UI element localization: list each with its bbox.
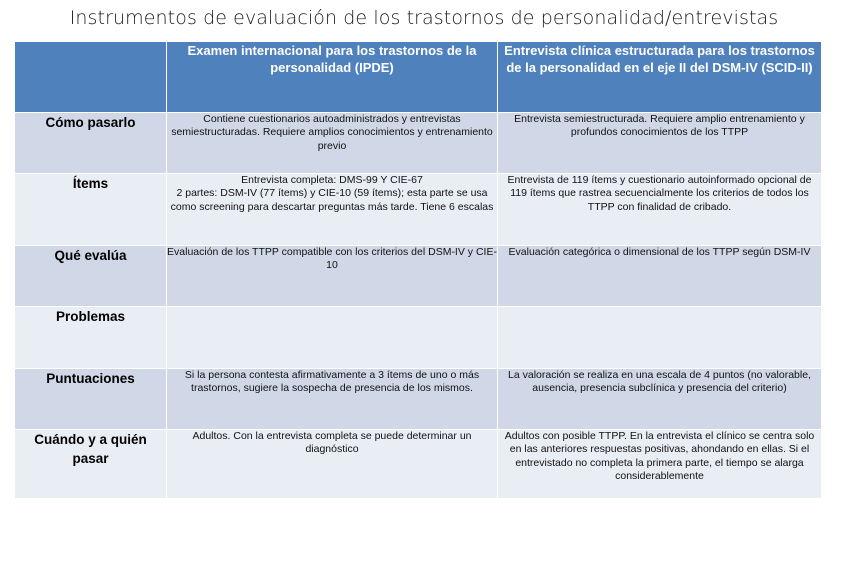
header-corner <box>15 42 167 113</box>
header-row <box>15 42 822 113</box>
ipde-cell: Si la persona contesta afirmativamente a 3 ítems de uno o más trastornos, sugiere la sospecha de presencia de los mismos. <box>167 369 498 430</box>
scid-cell: Entrevista de 119 ítems y cuestionario autoinformado opcional de 119 ítems que rastrea secuencialmente los criterios de todos los TTPP con finalidad de cribado. <box>498 174 822 246</box>
table-row <box>15 174 822 246</box>
row-label: Puntuaciones <box>15 369 167 430</box>
ipde-cell <box>167 174 498 246</box>
comparison-table <box>14 41 822 499</box>
row-label: Problemas <box>15 307 167 369</box>
ipde-cell: Evaluación de los TTPP compatible con los criterios del DSM-IV y CIE-10 <box>167 246 498 307</box>
table-row <box>15 113 822 174</box>
page-title: Instrumentos de evaluación de los trastornos de personalidad/entrevistas <box>69 7 779 29</box>
scid-cell: La valoración se realiza en una escala de 4 puntos (no valorable, ausencia, presencia subclínica y presencia del criterio) <box>498 369 822 430</box>
ipde-cell: Contiene cuestionarios autoadministrados y entrevistas semiestructuradas. Requiere amplios conocimientos y entrenamiento previo <box>167 113 498 174</box>
ipde-cell: Adultos. Con la entrevista completa se puede determinar un diagnóstico <box>167 430 498 499</box>
table-row <box>15 369 822 430</box>
ipde-line: Entrevista completa: DMS-99 Y CIE-67 <box>241 174 423 186</box>
header-scid: Entrevista clínica estructurada para los trastornos de la personalidad en el eje II del DSM-IV (SCID-II) <box>498 42 822 113</box>
ipde-line: 2 partes: DSM-IV (77 ítems) y CIE-10 (59 ítems); esta parte se usa como screening para descartar preguntas más tarde. Tiene 6 escalas <box>170 187 494 213</box>
scid-cell: Adultos con posible TTPP. En la entrevista el clínico se centra solo en las anteriores respuestas positivas, ahondando en ellas. Si el entrevistado no completa la primera parte, el tiempo se alarga considerablemente <box>498 430 822 499</box>
scid-cell: Entrevista semiestructurada. Requiere amplio entrenamiento y profundos conocimientos de los TTPP <box>498 113 822 174</box>
header-ipde: Examen internacional para los trastornos de la personalidad (IPDE) <box>167 42 498 113</box>
row-label: Ítems <box>15 174 167 246</box>
table-row <box>15 307 822 369</box>
scid-cell: Evaluación categórica o dimensional de los TTPP según DSM-IV <box>498 246 822 307</box>
row-label: Cómo pasarlo <box>15 113 167 174</box>
row-label: Cuándo y a quién pasar <box>15 430 167 499</box>
table-row <box>15 246 822 307</box>
row-label: Qué evalúa <box>15 246 167 307</box>
scid-cell <box>498 307 822 369</box>
table-row <box>15 430 822 499</box>
ipde-cell <box>167 307 498 369</box>
